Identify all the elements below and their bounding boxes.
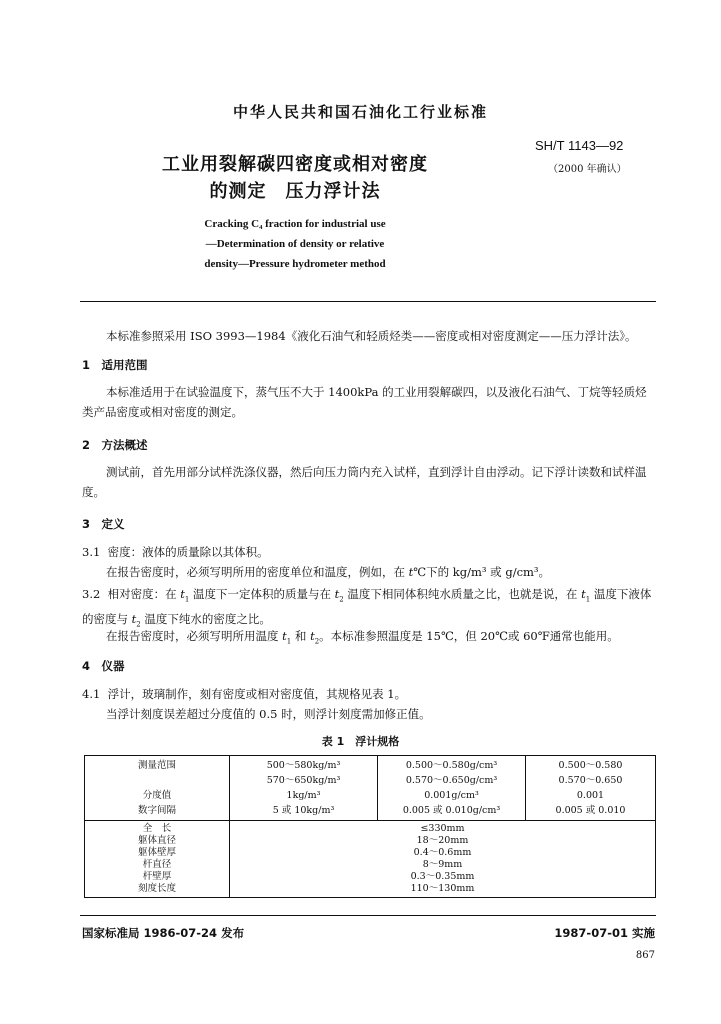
english-title-line-1: Cracking C₄ fraction for industrial use (204, 218, 386, 230)
clause-3-2-note: 在报告密度时，必须写明所用温度 $t_1$ 和 $t_2$。本标准参照温度是 15℃，但 20℃或 60℉通常也能用。 (106, 629, 619, 646)
clause-4-1-note: 当浮计刻度误差超过分度值的 0.5 时，则浮计刻度需加修正值。 (106, 707, 431, 721)
clause-3-1 (82, 542, 656, 562)
intro-paragraph: 本标准参照采用 ISO 3993—1984《液化石油气和轻质烃类——密度或相对密度测定——压力浮计法》。 (106, 329, 637, 343)
clause-3-1-number: 3.1 (82, 545, 101, 559)
table-cell: 全 长 躯体直径 躯体壁厚 杆直径 杆壁厚 刻度长度 (85, 821, 230, 898)
implementation-date: 1987-07-01 实施 (554, 926, 655, 940)
table-caption: 表 1 浮计规格 (321, 735, 400, 748)
section-4-heading: 4 仪器 (82, 659, 125, 673)
table-cell: 0.500～0.580g/cm³ 0.570～0.650g/cm³ 0.001g/cm³ 0.005 或 0.010g/cm³ (378, 756, 526, 821)
section-3-heading: 3 定义 (82, 517, 125, 531)
clause-4-1-text: 浮计，玻璃制作，刻有密度或相对密度值，其规格见表 1。 (107, 687, 407, 701)
table-cell: 500～580kg/m³ 570～650kg/m³ 1kg/m³ 5 或 10kg/m³ (230, 756, 378, 821)
issue-date: 国家标准局 1986-07-24 发布 (82, 926, 245, 940)
title-line-2: 的测定 压力浮计法 (209, 181, 381, 202)
section-2-text: 测试前，首先用部分试样洗涤仪器，然后向压力筒内充入试样，直到浮计自由浮动。记下浮计读数和试样温度。 (82, 465, 647, 499)
confirmation-note: （2000 年确认） (548, 164, 627, 175)
clause-4-1-number: 4.1 (82, 687, 101, 701)
section-1-heading: 1 适用范围 (82, 358, 148, 372)
clause-3-2: 3.2 相对密度：在 $t_1$ 温度下一定体积的质量与在 $t_2$ 温度下相同体积纯水质量之比，也就是说，在 $t_1$ 温度下液体的密度与 $t_2$ 温度下纯水的密度之比。 (82, 587, 652, 629)
clause-3-1-note: 在报告密度时，必须写明所用的密度单位和温度，例如，在 t℃下的 kg/m³ 或 g/cm³。 (106, 565, 551, 579)
english-title-line-2: —Determination of density or relative (205, 238, 385, 250)
page-number: 867 (635, 950, 655, 961)
standard-number: SH/T 1143—92 (535, 138, 624, 153)
title-line-1: 工业用裂解碳四密度或相对密度 (162, 154, 428, 175)
table-cell: 测量范围 分度值 数字间隔 (85, 756, 230, 821)
document-header: 中华人民共和国石油化工行业标准 (232, 103, 488, 121)
clause-3-1-text: 密度：液体的质量除以其体积。 (107, 545, 269, 559)
table-row (85, 756, 656, 821)
english-title-line-3: density—Pressure hydrometer method (204, 258, 386, 270)
footer-rule (80, 915, 656, 916)
hydrometer-spec-table (84, 755, 656, 898)
table-cell: 0.500～0.580 0.570～0.650 0.001 0.005 或 0.010 (526, 756, 656, 821)
section-1-text: 本标准适用于在试验温度下，蒸气压不大于 1400kPa 的工业用裂解碳四，以及液化石油气、丁烷等轻质烃类产品密度或相对密度的测定。 (82, 385, 647, 419)
table-cell: ≤330mm 18～20mm 0.4～0.6mm 8～9mm 0.3～0.35mm 110～130mm (230, 821, 656, 898)
header-rule (80, 301, 656, 302)
table-row (85, 821, 656, 898)
section-2-heading: 2 方法概述 (82, 438, 148, 452)
clause-3-2-number: 3.2 (82, 587, 101, 601)
clause-4-1 (82, 684, 656, 704)
